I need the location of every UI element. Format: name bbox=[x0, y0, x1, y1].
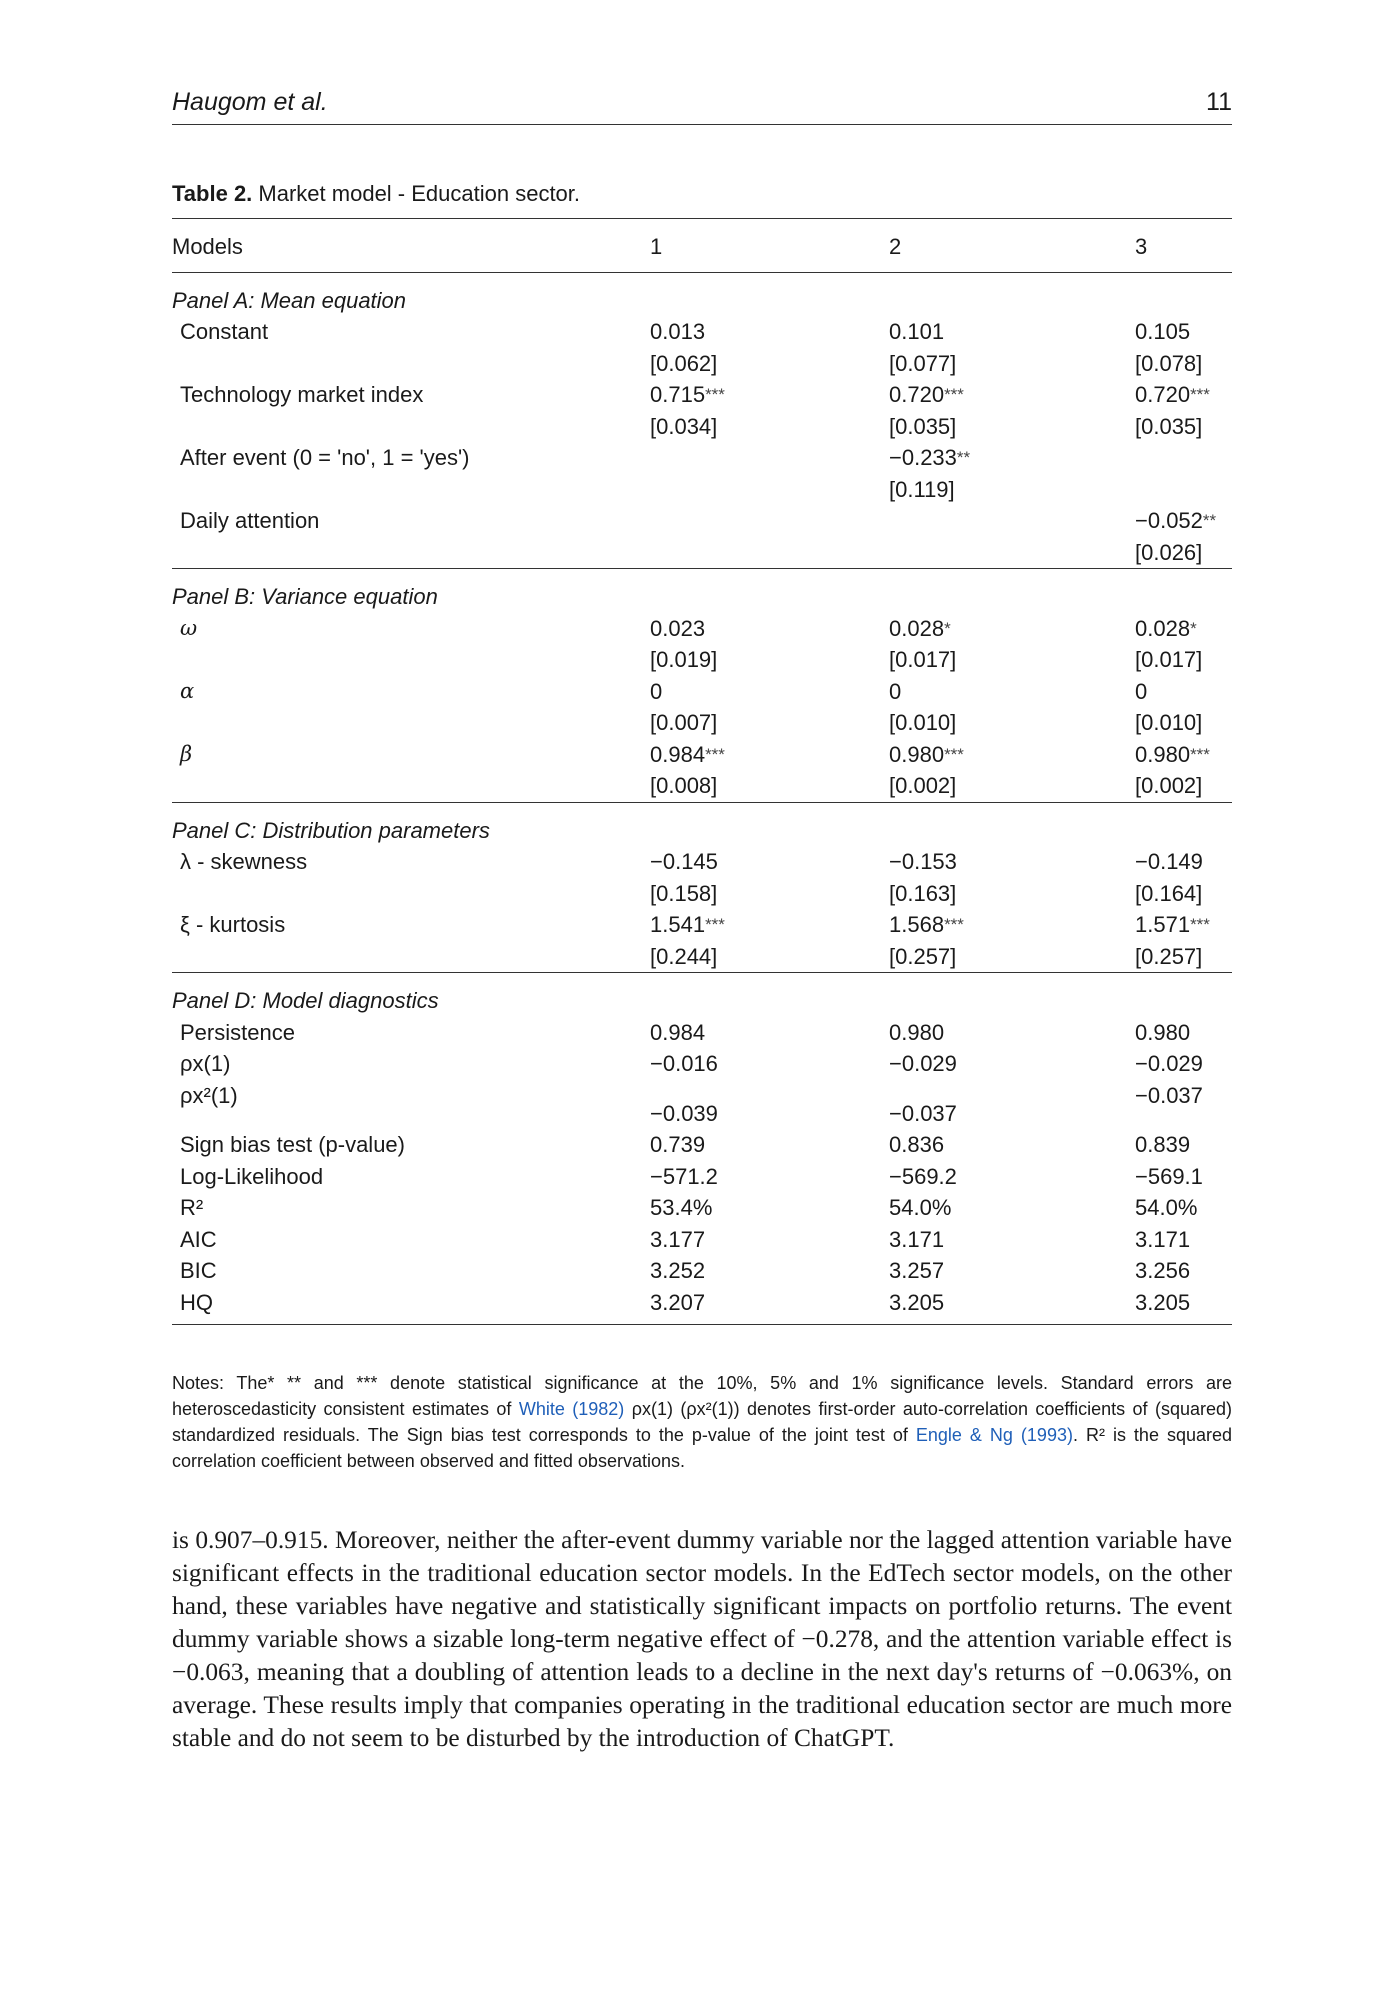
empty-cell bbox=[172, 878, 650, 910]
row-label: Technology market index bbox=[180, 382, 424, 407]
coefficient-cell bbox=[889, 739, 1135, 771]
diagnostic-value: 0.980 bbox=[1135, 1019, 1191, 1045]
diagnostic-row bbox=[172, 1017, 1232, 1049]
coefficient-value: −0.052 bbox=[1135, 508, 1203, 533]
empty-cell bbox=[172, 941, 650, 973]
coefficient-value: 0.013 bbox=[650, 319, 706, 344]
table-row-stderr bbox=[172, 878, 1232, 910]
standard-error bbox=[1135, 474, 1232, 506]
table-row-stderr bbox=[172, 770, 1232, 802]
diagnostic-value: 3.205 bbox=[1135, 1287, 1232, 1325]
column-header: 1 bbox=[650, 219, 889, 273]
table-row-stderr bbox=[172, 644, 1232, 676]
coefficient-value: 1.541 bbox=[650, 912, 706, 937]
row-label: ρx(1) bbox=[180, 1051, 231, 1076]
coefficient-cell bbox=[1135, 316, 1232, 348]
row-label: ρx²(1) bbox=[180, 1082, 238, 1108]
coefficient-value: 0.101 bbox=[889, 319, 945, 344]
coefficient-cell bbox=[1135, 613, 1232, 645]
row-label: λ - skewness bbox=[180, 849, 308, 874]
row-label: R² bbox=[180, 1195, 204, 1220]
row-label: β bbox=[180, 741, 193, 766]
coefficient-value: 0.720 bbox=[1135, 382, 1191, 407]
diagnostic-value: −569.2 bbox=[889, 1163, 957, 1189]
table-row-stderr bbox=[172, 411, 1232, 443]
coefficient-cell bbox=[889, 379, 1135, 411]
column-header: Models bbox=[172, 219, 650, 273]
coefficient-cell bbox=[650, 442, 889, 474]
standard-error: [0.035] bbox=[889, 413, 957, 439]
diagnostic-value: 0.839 bbox=[1135, 1132, 1191, 1157]
running-head-author: Haugom et al. bbox=[172, 88, 328, 116]
standard-error: [0.002] bbox=[889, 773, 957, 798]
coefficient-value: 1.571 bbox=[1135, 912, 1191, 937]
panel-title: Panel B: Variance equation bbox=[172, 569, 1232, 613]
panel-title-row bbox=[172, 973, 1232, 1017]
coefficient-cell bbox=[889, 505, 1135, 537]
diagnostic-value: 3.171 bbox=[889, 1226, 945, 1252]
coefficient-value: 0.028 bbox=[1135, 615, 1191, 641]
running-head bbox=[172, 84, 1232, 125]
diagnostic-value: 3.207 bbox=[650, 1287, 889, 1325]
diagnostic-value: 3.171 bbox=[1135, 1226, 1191, 1252]
citation-link[interactable]: Engle & Ng (1993) bbox=[915, 1425, 1073, 1445]
standard-error: [0.034] bbox=[650, 413, 718, 439]
coefficient-value: 1.568 bbox=[889, 912, 945, 937]
row-label: Constant bbox=[180, 319, 269, 344]
diagnostic-row bbox=[172, 1048, 1232, 1080]
coefficient-value: 0 bbox=[1135, 678, 1148, 704]
table-row-stderr bbox=[172, 537, 1232, 569]
column-header: 3 bbox=[1135, 219, 1232, 273]
coefficient-value: 0.105 bbox=[1135, 319, 1191, 344]
row-label: AIC bbox=[180, 1226, 217, 1252]
diagnostic-row bbox=[172, 1080, 1232, 1130]
standard-error: [0.257] bbox=[889, 943, 957, 969]
coefficient-cell bbox=[650, 316, 889, 348]
standard-error: [0.257] bbox=[1135, 943, 1203, 969]
table-notes bbox=[172, 1370, 1232, 1474]
coefficient-cell bbox=[650, 909, 889, 941]
diagnostic-value: −0.029 bbox=[889, 1051, 957, 1076]
significance-stars: *** bbox=[1190, 385, 1210, 404]
table-row bbox=[172, 846, 1232, 878]
standard-error: [0.077] bbox=[889, 350, 957, 376]
row-label: Daily attention bbox=[180, 508, 320, 533]
coefficient-cell bbox=[889, 846, 1135, 878]
diagnostic-value: −0.037 bbox=[1135, 1082, 1203, 1108]
standard-error: [0.244] bbox=[650, 943, 718, 969]
diagnostic-value: 3.205 bbox=[889, 1287, 1135, 1325]
significance-stars: *** bbox=[705, 744, 725, 764]
significance-stars: *** bbox=[705, 915, 725, 934]
body-paragraph: is 0.907–0.915. Moreover, neither the after-event dummy variable nor the lagged attention variable have significant effects in the traditional education sector models. In the EdTech sector models, on the other hand, these variables have negative and statistically significant impacts on portfolio returns. The event dummy variable shows a sizable long-term negative effect of −0.278, and the attention variable effect is −0.063, meaning that a doubling of attention leads to a decline in the next day's returns of −0.063%, on average. These results imply that companies operating in the traditional education sector are much more stable and do not seem to be disturbed by the introduction of ChatGPT. bbox=[172, 1526, 1232, 1752]
significance-stars: *** bbox=[944, 385, 964, 404]
column-header: 2 bbox=[889, 219, 1135, 273]
notes-text: . R² is the squared correlation coefficient between observed and fitted observations. bbox=[172, 1425, 1232, 1471]
diagnostic-value: 3.256 bbox=[1135, 1258, 1191, 1283]
standard-error: [0.026] bbox=[1135, 539, 1203, 565]
panel-title: Panel D: Model diagnostics bbox=[172, 973, 1232, 1017]
standard-error: [0.019] bbox=[650, 647, 718, 672]
row-label: After event (0 = 'no', 1 = 'yes') bbox=[180, 445, 470, 470]
coefficient-value: 0.028 bbox=[889, 615, 945, 641]
coefficient-cell bbox=[889, 613, 1135, 645]
coefficient-cell bbox=[889, 442, 1135, 474]
diagnostic-value: 54.0% bbox=[1135, 1195, 1198, 1220]
table-row bbox=[172, 316, 1232, 348]
standard-error: [0.002] bbox=[1135, 773, 1203, 798]
row-label: ω bbox=[180, 615, 198, 640]
citation-link[interactable]: White (1982) bbox=[518, 1399, 625, 1419]
diagnostic-value: −0.037 bbox=[889, 1100, 957, 1126]
diagnostic-row bbox=[172, 1255, 1232, 1287]
panel-title: Panel C: Distribution parameters bbox=[172, 802, 1232, 846]
coefficient-cell bbox=[650, 739, 889, 771]
diagnostic-value: 3.257 bbox=[889, 1258, 945, 1283]
diagnostic-row bbox=[172, 1192, 1232, 1224]
empty-cell bbox=[172, 707, 650, 739]
table-row bbox=[172, 613, 1232, 645]
table-header-row bbox=[172, 219, 1232, 273]
notes-text: ρx(1) (ρx²(1)) denotes first-order auto-correlation coefficients of (squared) standardized residuals. The Sign bias test corresponds to the p-value of the joint test of bbox=[172, 1399, 1232, 1445]
coefficient-cell bbox=[1135, 442, 1232, 474]
standard-error: [0.158] bbox=[650, 880, 718, 906]
coefficient-cell bbox=[1135, 739, 1232, 771]
significance-stars: *** bbox=[1190, 915, 1210, 934]
standard-error: [0.078] bbox=[1135, 350, 1203, 376]
coefficient-cell bbox=[889, 676, 1135, 708]
standard-error: [0.164] bbox=[1135, 880, 1203, 906]
diagnostic-value: −0.016 bbox=[650, 1051, 718, 1076]
significance-stars: *** bbox=[944, 915, 964, 934]
standard-error bbox=[889, 537, 1135, 569]
significance-stars: *** bbox=[705, 385, 725, 404]
empty-cell bbox=[172, 644, 650, 676]
standard-error: [0.010] bbox=[1135, 710, 1203, 735]
table-row bbox=[172, 379, 1232, 411]
row-label: α bbox=[180, 678, 195, 703]
table-row-stderr bbox=[172, 707, 1232, 739]
empty-cell bbox=[172, 411, 650, 443]
panel-title: Panel A: Mean equation bbox=[172, 287, 407, 313]
standard-error: [0.035] bbox=[1135, 413, 1203, 439]
row-label: Log-Likelihood bbox=[180, 1163, 324, 1189]
coefficient-value: −0.153 bbox=[889, 849, 957, 874]
coefficient-value: −0.145 bbox=[650, 849, 718, 874]
coefficient-cell bbox=[889, 909, 1135, 941]
diagnostic-value: 0.739 bbox=[650, 1132, 706, 1157]
empty-cell bbox=[172, 348, 650, 380]
diagnostic-value: −569.1 bbox=[1135, 1163, 1203, 1189]
diagnostic-row bbox=[172, 1287, 1232, 1325]
significance-stars: * bbox=[944, 618, 951, 638]
row-label: Sign bias test (p-value) bbox=[180, 1132, 405, 1157]
table-body bbox=[172, 272, 1232, 1325]
significance-stars: ** bbox=[956, 448, 971, 467]
panel-title-row bbox=[172, 569, 1232, 613]
standard-error: [0.119] bbox=[889, 476, 955, 502]
standard-error: [0.010] bbox=[889, 710, 957, 735]
table-row bbox=[172, 909, 1232, 941]
table-row-stderr bbox=[172, 348, 1232, 380]
table-row-stderr bbox=[172, 474, 1232, 506]
diagnostic-value: 0.980 bbox=[889, 1019, 945, 1045]
coefficient-cell bbox=[650, 846, 889, 878]
panel-title-row bbox=[172, 802, 1232, 846]
row-label: BIC bbox=[180, 1258, 217, 1283]
standard-error: [0.163] bbox=[889, 880, 957, 906]
coefficient-cell bbox=[650, 676, 889, 708]
standard-error bbox=[650, 474, 889, 506]
table-caption bbox=[172, 181, 580, 207]
coefficient-value: 0 bbox=[650, 678, 663, 704]
coefficient-cell bbox=[650, 379, 889, 411]
diagnostic-value: −0.039 bbox=[650, 1100, 718, 1126]
standard-error: [0.007] bbox=[650, 710, 718, 735]
standard-error: [0.017] bbox=[889, 647, 957, 672]
coefficient-cell bbox=[1135, 846, 1232, 878]
diagnostic-row bbox=[172, 1129, 1232, 1161]
row-label: ξ - kurtosis bbox=[180, 912, 286, 937]
coefficient-cell bbox=[1135, 505, 1232, 537]
significance-stars: *** bbox=[1190, 744, 1210, 764]
table-row bbox=[172, 505, 1232, 537]
empty-cell bbox=[172, 770, 650, 802]
page-number: 11 bbox=[1206, 88, 1232, 116]
coefficient-value: 0.980 bbox=[1135, 741, 1191, 767]
table-caption-label: Table 2. bbox=[172, 181, 253, 206]
significance-stars: ** bbox=[1202, 511, 1217, 530]
coefficient-cell bbox=[1135, 676, 1232, 708]
diagnostic-value: 54.0% bbox=[889, 1195, 952, 1220]
coefficient-cell bbox=[889, 316, 1135, 348]
table-caption-text: Market model - Education sector. bbox=[258, 181, 581, 206]
standard-error: [0.017] bbox=[1135, 647, 1203, 672]
coefficient-cell bbox=[1135, 379, 1232, 411]
coefficient-value: −0.149 bbox=[1135, 849, 1203, 874]
notes-text: Notes: The* ** and *** denote statistical significance at the 10%, 5% and 1% significance levels. Standard errors are heteroscedasticity consistent estimates of bbox=[172, 1373, 1232, 1419]
table-row-stderr bbox=[172, 941, 1232, 973]
diagnostic-value: 3.177 bbox=[650, 1226, 706, 1252]
significance-stars: * bbox=[1190, 618, 1197, 638]
row-label: Persistence bbox=[180, 1019, 295, 1045]
results-table bbox=[172, 218, 1232, 1325]
coefficient-cell bbox=[650, 613, 889, 645]
diagnostic-row bbox=[172, 1161, 1232, 1193]
coefficient-value: 0.720 bbox=[889, 382, 945, 407]
standard-error: [0.008] bbox=[650, 773, 718, 798]
coefficient-value: 0 bbox=[889, 678, 902, 704]
diagnostic-value: 3.252 bbox=[650, 1258, 706, 1283]
panel-title-row bbox=[172, 272, 1232, 316]
standard-error: [0.062] bbox=[650, 350, 718, 376]
coefficient-cell bbox=[650, 505, 889, 537]
coefficient-value: 0.023 bbox=[650, 615, 706, 641]
empty-cell bbox=[172, 537, 650, 569]
coefficient-value: 0.984 bbox=[650, 741, 706, 767]
table-row bbox=[172, 442, 1232, 474]
diagnostic-value: −0.029 bbox=[1135, 1051, 1203, 1076]
coefficient-value: −0.233 bbox=[889, 445, 957, 470]
diagnostic-value: 53.4% bbox=[650, 1195, 713, 1220]
diagnostic-row bbox=[172, 1224, 1232, 1256]
coefficient-cell bbox=[1135, 909, 1232, 941]
table-row bbox=[172, 739, 1232, 771]
row-label: HQ bbox=[172, 1287, 650, 1325]
diagnostic-value: −571.2 bbox=[650, 1163, 718, 1189]
diagnostic-value: 0.984 bbox=[650, 1019, 706, 1045]
coefficient-value: 0.715 bbox=[650, 382, 706, 407]
significance-stars: *** bbox=[944, 744, 964, 764]
empty-cell bbox=[172, 474, 650, 506]
standard-error bbox=[650, 537, 889, 569]
table-row bbox=[172, 676, 1232, 708]
diagnostic-value: 0.836 bbox=[889, 1132, 945, 1157]
coefficient-value: 0.980 bbox=[889, 741, 945, 767]
